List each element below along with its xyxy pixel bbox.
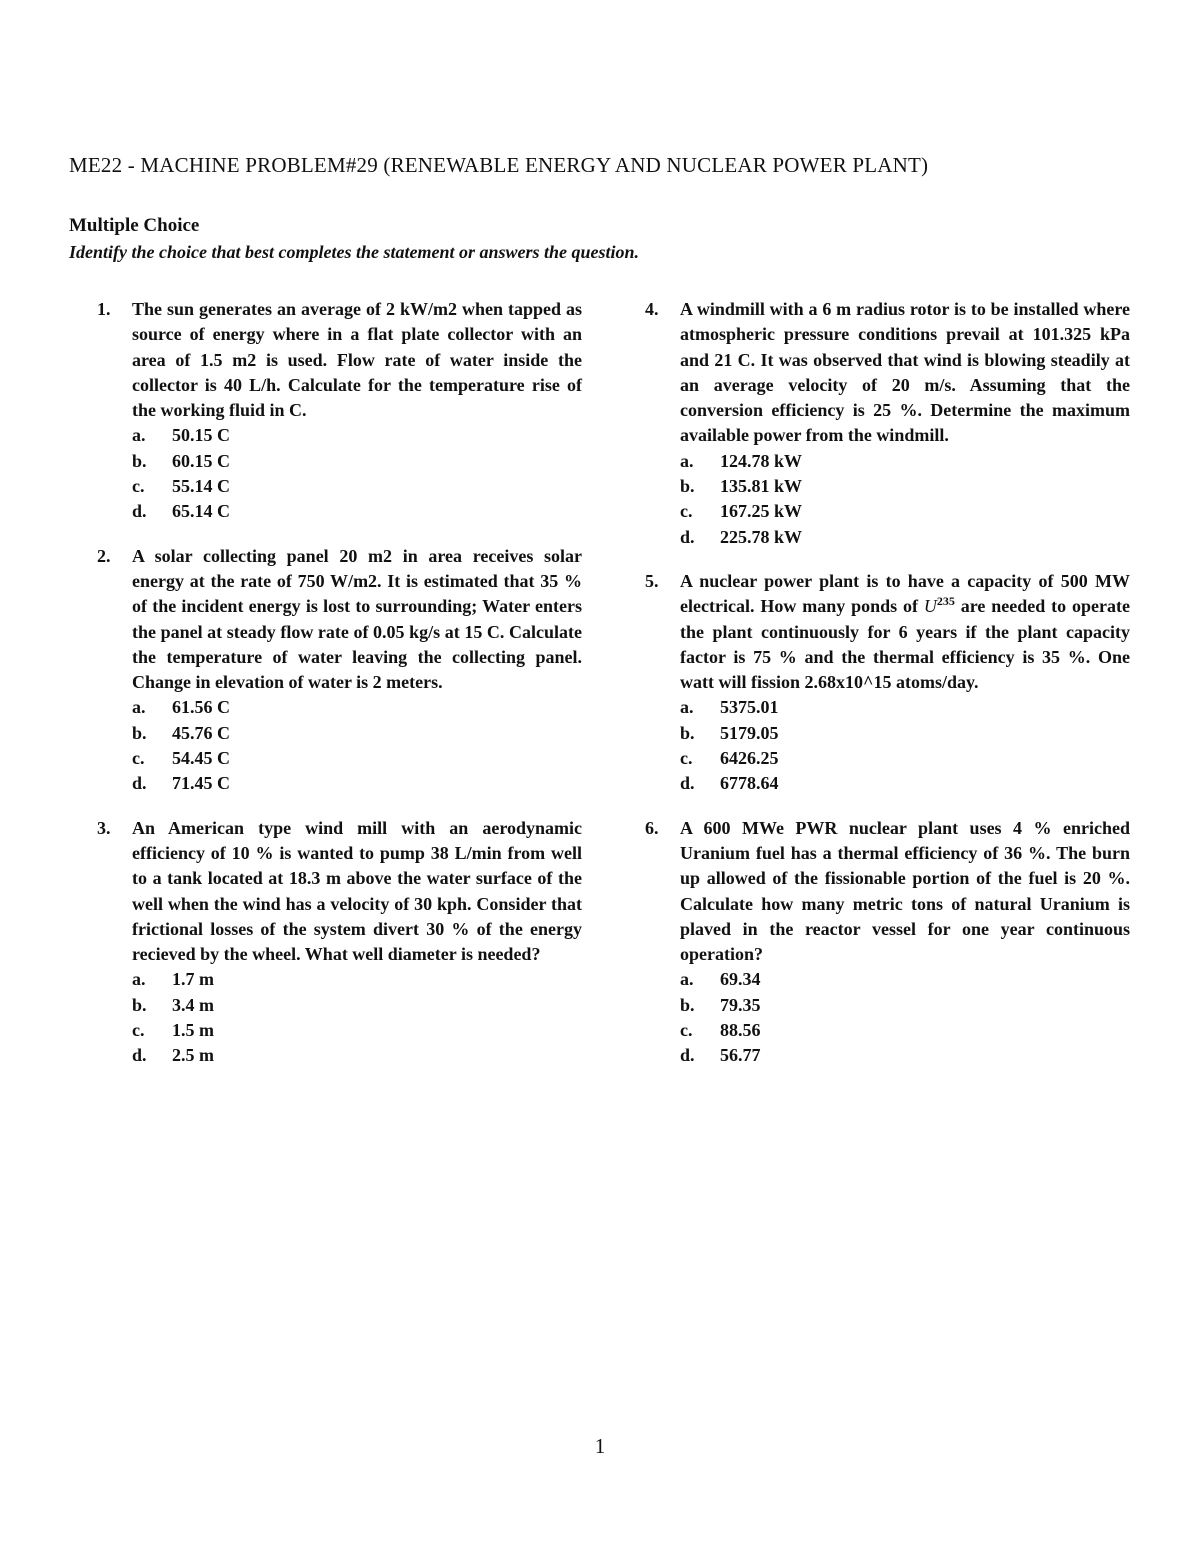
choice-b: [680, 993, 1130, 1018]
choice-letter: a.: [132, 969, 146, 990]
choice-text: 5179.05: [720, 722, 779, 743]
question-text: [680, 569, 1130, 695]
choice-text: 167.25 kW: [720, 501, 803, 522]
page-number: 1: [594, 1434, 606, 1458]
question-number: 6.: [645, 817, 659, 838]
question-4: [645, 297, 1130, 550]
question-text: An American type wind mill with an aerodynamic efficiency of 10 % is wanted to pump 38 L/min from well to a tank located at 18.3 m above the water surface of the well when the wind has a velocity of 30 kph. Consider that frictional losses of the system divert 30 % of the energy recieved by the wheel. What well diameter is needed?: [132, 817, 582, 965]
choice-letter: b.: [132, 450, 147, 471]
choice-letter: b.: [680, 994, 695, 1015]
choice-c: [680, 1018, 1130, 1043]
choice-d: [132, 771, 582, 796]
question-3: [97, 816, 582, 1069]
choice-b: [132, 721, 582, 746]
choice-letter: d.: [680, 1045, 695, 1066]
choice-text: 3.4 m: [172, 994, 214, 1015]
question-6: [645, 816, 1130, 1069]
choice-c: [680, 499, 1130, 524]
choice-letter: d.: [132, 1045, 147, 1066]
choice-letter: b.: [680, 476, 695, 497]
section-heading: Multiple Choice: [69, 215, 200, 236]
choice-b: [680, 474, 1130, 499]
choice-letter: c.: [680, 1020, 693, 1041]
question-number: 1.: [97, 299, 111, 319]
choice-text: 1.7 m: [172, 969, 214, 990]
choice-text: 1.5 m: [172, 1020, 214, 1041]
choice-d: [680, 525, 1130, 550]
question-text-part: are needed to operate the plant continuously for 6 years if the plant capacity factor is 75 % and the thermal efficiency is 35 %. One watt will fission 2.68x10^15 atoms/day.: [680, 596, 1131, 693]
question-number: 3.: [97, 817, 111, 838]
choice-a: [132, 423, 582, 448]
choice-letter: a.: [132, 425, 146, 446]
choice-letter: b.: [132, 994, 147, 1015]
choice-letter: a.: [680, 969, 694, 990]
question-text: The sun generates an average of 2 kW/m2 when tapped as source of energy where in a flat plate collector with an area of 1.5 m2 is used. Flow rate of water inside the collector is 40 L/h. Calculate for the temperature rise of the working fluid in C.: [132, 299, 582, 421]
question-5: [645, 569, 1130, 797]
choice-letter: c.: [132, 1020, 145, 1041]
choice-letter: c.: [680, 748, 693, 769]
left-column: [97, 297, 582, 1088]
choice-letter: b.: [132, 722, 147, 743]
question-text: A 600 MWe PWR nuclear plant uses 4 % enriched Uranium fuel has a thermal efficiency of 36 %. The burn up allowed of the fissionable portion of the fuel is 20 %. Calculate how many metric tons of natural Uranium is plaved in the reactor vessel for one year continuous operation?: [680, 817, 1130, 965]
choice-d: [132, 499, 582, 524]
choice-text: 135.81 kW: [720, 476, 803, 497]
page-title: ME22 - MACHINE PROBLEM#29 (RENEWABLE ENERGY AND NUCLEAR POWER PLANT): [69, 153, 929, 177]
uranium-symbol: [924, 596, 955, 616]
choice-c: [132, 1018, 582, 1043]
question-1: [97, 297, 582, 525]
question-text-part: A nuclear power plant is to have a capacity of 500 MW electrical. How many ponds of: [680, 570, 1130, 617]
isotope-superscript: 235: [936, 594, 955, 609]
choice-text: 60.15 C: [172, 450, 230, 471]
choice-letter: d.: [680, 526, 695, 547]
choice-b: [680, 721, 1130, 746]
choice-text: 124.78 kW: [720, 450, 803, 471]
choice-letter: d.: [680, 773, 695, 794]
math-symbol: U: [923, 596, 937, 617]
choice-letter: d.: [132, 773, 147, 794]
instructions-text: Identify the choice that best completes the statement or answers the question.: [69, 242, 639, 262]
choice-b: [132, 993, 582, 1018]
choice-d: [680, 1043, 1130, 1068]
choice-letter: c.: [132, 748, 145, 769]
choice-text: 45.76 C: [172, 722, 230, 743]
choice-text: 5375.01: [720, 697, 779, 718]
choice-letter: d.: [132, 501, 147, 522]
choice-text: 6778.64: [720, 773, 779, 794]
choice-text: 71.45 C: [172, 773, 230, 794]
choice-a: [680, 695, 1130, 720]
question-number: 5.: [645, 570, 659, 591]
right-column: [645, 297, 1130, 1088]
choice-text: 225.78 kW: [720, 526, 803, 547]
choice-text: 54.45 C: [172, 748, 230, 769]
choice-letter: a.: [680, 697, 694, 718]
choice-text: 6426.25: [720, 748, 779, 769]
question-text: A solar collecting panel 20 m2 in area receives solar energy at the rate of 750 W/m2. It is estimated that 35 % of the incident energy is lost to surrounding; Water enters the panel at steady flow rate of 0.05 kg/s at 15 C. Calculate the temperature of water leaving the collecting panel. Change in elevation of water is 2 meters.: [132, 545, 582, 693]
choice-text: 50.15 C: [172, 425, 230, 446]
choice-text: 69.34: [720, 969, 761, 990]
choice-text: 61.56 C: [172, 697, 230, 718]
choice-c: [680, 746, 1130, 771]
choice-d: [680, 771, 1130, 796]
choice-text: 56.77: [720, 1045, 761, 1066]
choice-text: 79.35: [720, 994, 761, 1015]
choice-a: [132, 967, 582, 992]
choice-letter: c.: [680, 501, 693, 522]
choice-text: 2.5 m: [172, 1045, 214, 1066]
question-number: 4.: [645, 299, 659, 319]
choice-b: [132, 449, 582, 474]
choice-text: 55.14 C: [172, 476, 230, 497]
question-2: [97, 544, 582, 797]
choice-a: [680, 449, 1130, 474]
choice-letter: c.: [132, 476, 145, 497]
choice-c: [132, 746, 582, 771]
choice-a: [132, 695, 582, 720]
choice-text: 65.14 C: [172, 501, 230, 522]
question-text: A windmill with a 6 m radius rotor is to be installed where atmospheric pressure conditions prevail at 101.325 kPa and 21 C. It was observed that wind is blowing steadily at an average velocity of 20 m/s. Assuming that the conversion efficiency is 25 %. Determine the maximum available power from the windmill.: [680, 299, 1130, 446]
choice-c: [132, 474, 582, 499]
choice-letter: b.: [680, 722, 695, 743]
question-number: 2.: [97, 545, 111, 566]
choice-d: [132, 1043, 582, 1068]
choice-text: 88.56: [720, 1020, 761, 1041]
choice-a: [680, 967, 1130, 992]
choice-letter: a.: [680, 450, 694, 471]
choice-letter: a.: [132, 697, 146, 718]
